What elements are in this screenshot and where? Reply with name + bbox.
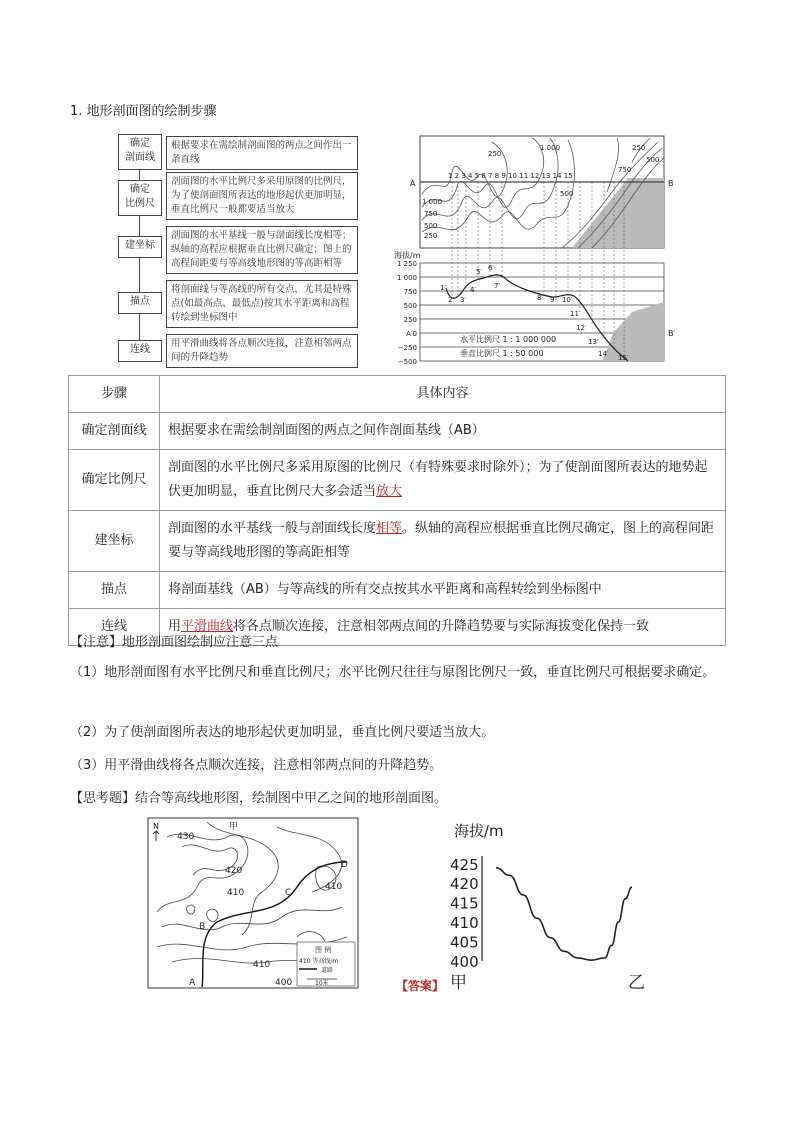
- svg-text:11′: 11′: [570, 310, 581, 318]
- note-title: 【注意】地形剖面图绘制应注意三点: [70, 635, 279, 650]
- legend-contour: 410 等高线/m: [299, 958, 339, 965]
- x-label-yi: 乙: [628, 973, 645, 990]
- cell-text: 剖面图的水平基线一般与剖面线长度: [168, 521, 377, 536]
- svg-text:250: 250: [403, 316, 417, 324]
- steps-table: [68, 375, 726, 646]
- y-tick-label: 415: [450, 894, 479, 913]
- flow-step-label: 剖面线: [125, 152, 155, 163]
- svg-text:14′: 14′: [598, 350, 609, 358]
- x-label-jia: 甲: [450, 973, 467, 990]
- svg-text:4′: 4′: [470, 286, 477, 294]
- y-tick-label: 405: [450, 933, 479, 952]
- svg-text:750: 750: [618, 166, 632, 174]
- flowchart: [118, 134, 363, 364]
- svg-text:7′: 7′: [494, 282, 501, 290]
- highlight-text: 放大: [376, 484, 403, 499]
- svg-text:C: C: [285, 888, 292, 898]
- table-cell-step: 建坐标: [69, 511, 160, 572]
- flow-step: [118, 180, 162, 216]
- profile-shaded: [602, 302, 664, 361]
- cell-text: 。纵轴的高程应根据垂直比例尺确定，图上的高程间距要与等高线地形图的等高距相等: [168, 521, 715, 560]
- svg-text:5′: 5′: [476, 268, 483, 276]
- label-B: B: [668, 179, 674, 188]
- svg-text:500: 500: [646, 156, 660, 164]
- profile-yticks: [397, 260, 417, 364]
- y-tick-label: 425: [450, 855, 479, 874]
- cell-text: 用: [168, 619, 182, 634]
- svg-text:1 250: 1 250: [396, 260, 417, 268]
- svg-text:1′: 1′: [440, 284, 447, 292]
- svg-text:D: D: [341, 860, 348, 870]
- highlight-text: 相等: [376, 521, 403, 536]
- svg-text:1 000: 1 000: [422, 198, 443, 206]
- svg-text:A: A: [189, 978, 196, 988]
- contour-map: [147, 817, 359, 989]
- note-item: （1）地形剖面图有水平比例尺和垂直比例尺；水平比例尺往往与原图比例尺一致，垂直比例尺可根据要求确定。: [70, 665, 716, 680]
- horizontal-scale: 水平比例尺 1 : 1 000 000: [460, 335, 557, 344]
- answer-label: 【答案】: [396, 979, 445, 993]
- flow-step-label: 连线: [130, 344, 150, 355]
- svg-text:410: 410: [325, 882, 343, 892]
- svg-text:13′: 13′: [588, 338, 599, 346]
- flow-step-label: 建坐标: [125, 240, 155, 251]
- svg-text:250: 250: [488, 150, 502, 158]
- svg-text:15′: 15′: [618, 354, 629, 362]
- table-row: [69, 413, 726, 450]
- table-cell-step: 描点: [69, 572, 160, 609]
- svg-text:750: 750: [424, 210, 438, 218]
- answer-profile-chart: [450, 818, 650, 990]
- svg-text:A′0: A′0: [406, 330, 417, 338]
- highlight-text: 平滑曲线: [181, 619, 234, 634]
- table-cell-step: 确定比例尺: [69, 450, 160, 511]
- flow-arrow: [139, 216, 140, 236]
- svg-text:−250: −250: [397, 344, 417, 352]
- svg-text:500: 500: [424, 222, 438, 230]
- chart-ylabel: 海拔/m: [454, 822, 504, 840]
- flow-step-label: 描点: [130, 296, 150, 307]
- flow-desc: 根据要求在需绘制剖面图的两点之间作出一条直线: [166, 136, 358, 170]
- table-row: [69, 511, 726, 572]
- note-item: （2）为了使剖面图所表达的地形起伏更加明显，垂直比例尺要适当放大。: [70, 725, 495, 740]
- section-heading: 1. 地形剖面图的绘制步骤: [70, 104, 217, 119]
- svg-text:6′: 6′: [488, 264, 495, 272]
- flow-desc: 用平滑曲线将各点顺次连接，注意相邻两点间的升降趋势: [166, 334, 358, 368]
- cell-text: 将剖面基线（AB）与等高线的所有交点按其水平距离和高程转绘到坐标图中: [168, 582, 602, 597]
- svg-text:430: 430: [177, 832, 195, 842]
- svg-text:B: B: [199, 922, 206, 932]
- flow-desc: 剖面图的水平比例尺多采用原图的比例尺，为了使剖面图所表达的地形起伏更加明显，垂直比例尺一般都要适当放大: [166, 172, 358, 220]
- table-cell-step: 连线: [69, 609, 160, 646]
- svg-text:1 000: 1 000: [396, 274, 417, 282]
- flow-step: [118, 292, 162, 314]
- svg-text:8′: 8′: [537, 294, 544, 302]
- profile-ylabel: 海拔/m: [394, 251, 421, 260]
- table-header: 步骤: [69, 376, 160, 413]
- flow-step: [118, 340, 162, 362]
- svg-text:12′: 12′: [576, 324, 587, 332]
- flow-desc: 剖面图的水平基线一般与剖面线长度相等；纵轴的高程应根据垂直比例尺确定；图上的高程间距要与等高线地形图的等高距相等: [166, 226, 358, 274]
- table-cell-step: 确定剖面线: [69, 413, 160, 450]
- svg-text:1 000: 1 000: [540, 144, 561, 152]
- svg-text:9′: 9′: [550, 296, 557, 304]
- table-row: [69, 450, 726, 511]
- svg-text:400: 400: [275, 978, 293, 988]
- flow-desc: 将剖面线与等高线的所有交点，尤其是特殊点(如最高点、最低点)按其水平距离和高程转绘到坐标图中: [166, 280, 358, 328]
- table-header-row: [69, 376, 726, 413]
- note-item: （3）用平滑曲线将各点顺次连接，注意相邻两点间的升降趋势。: [70, 758, 443, 773]
- question: 【思考题】结合等高线地形图，绘制图中甲乙之间的地形剖面图。: [70, 791, 448, 806]
- svg-text:500: 500: [403, 302, 417, 310]
- legend-title: 图 例: [315, 946, 332, 954]
- cell-text: 剖面图的水平比例尺多采用原图的比例尺（有特殊要求时除外）；为了使剖面图所表达的地势起伏更加明显，垂直比例尺大多会适当: [168, 460, 708, 499]
- svg-text:750: 750: [403, 288, 417, 296]
- svg-text:2′: 2′: [448, 296, 455, 304]
- svg-text:−500: −500: [397, 358, 417, 364]
- svg-text:410: 410: [227, 888, 245, 898]
- svg-text:3′: 3′: [460, 296, 467, 304]
- table-header: 具体内容: [160, 376, 726, 413]
- y-tick-label: 400: [450, 953, 479, 971]
- svg-text:500: 500: [560, 190, 574, 198]
- flow-step-label: 确定: [130, 184, 150, 195]
- cell-text: 将各点顺次连接，注意相邻两点间的升降趋势要与实际海拔变化保持一致: [233, 619, 650, 634]
- flow-step: [118, 236, 162, 258]
- table-cell-content: [160, 572, 726, 609]
- legend-road: 道路: [321, 967, 334, 974]
- y-tick-label: 410: [450, 914, 479, 933]
- profile-line: [496, 868, 632, 961]
- flow-arrow: [139, 258, 140, 292]
- scale-label: 10米: [315, 980, 329, 987]
- profile-diagram: [392, 132, 677, 364]
- y-tick-label: 420: [450, 875, 479, 894]
- label-A: A: [410, 179, 416, 188]
- cell-text: 根据要求在需绘制剖面图的两点之间作剖面基线（AB）: [168, 423, 485, 438]
- intersection-numbers: 1 2 3 4 5 6 7 8 9 10 11 12 13 14 15: [448, 172, 573, 180]
- svg-text:410: 410: [253, 960, 271, 970]
- svg-text:10′: 10′: [562, 296, 573, 304]
- table-cell-content: [160, 450, 726, 511]
- label-B-prime: B′: [668, 329, 676, 338]
- svg-text:250: 250: [632, 144, 646, 152]
- table-cell-content: [160, 511, 726, 572]
- shaded-area: [572, 178, 664, 248]
- table-row: [69, 572, 726, 609]
- table-cell-content: [160, 413, 726, 450]
- flow-step-label: 确定: [130, 138, 150, 149]
- vertical-scale: 垂直比例尺 1 : 50 000: [460, 349, 544, 358]
- svg-text:420: 420: [225, 866, 243, 876]
- flow-step-label: 比例尺: [125, 198, 155, 209]
- flow-arrow: [139, 314, 140, 340]
- y-tick-labels: [450, 856, 479, 971]
- flow-arrow: [139, 170, 140, 180]
- north-arrow-label: N: [153, 822, 159, 831]
- svg-text:250: 250: [424, 232, 438, 240]
- point-jia: 甲: [229, 822, 239, 832]
- flow-step: [118, 134, 162, 170]
